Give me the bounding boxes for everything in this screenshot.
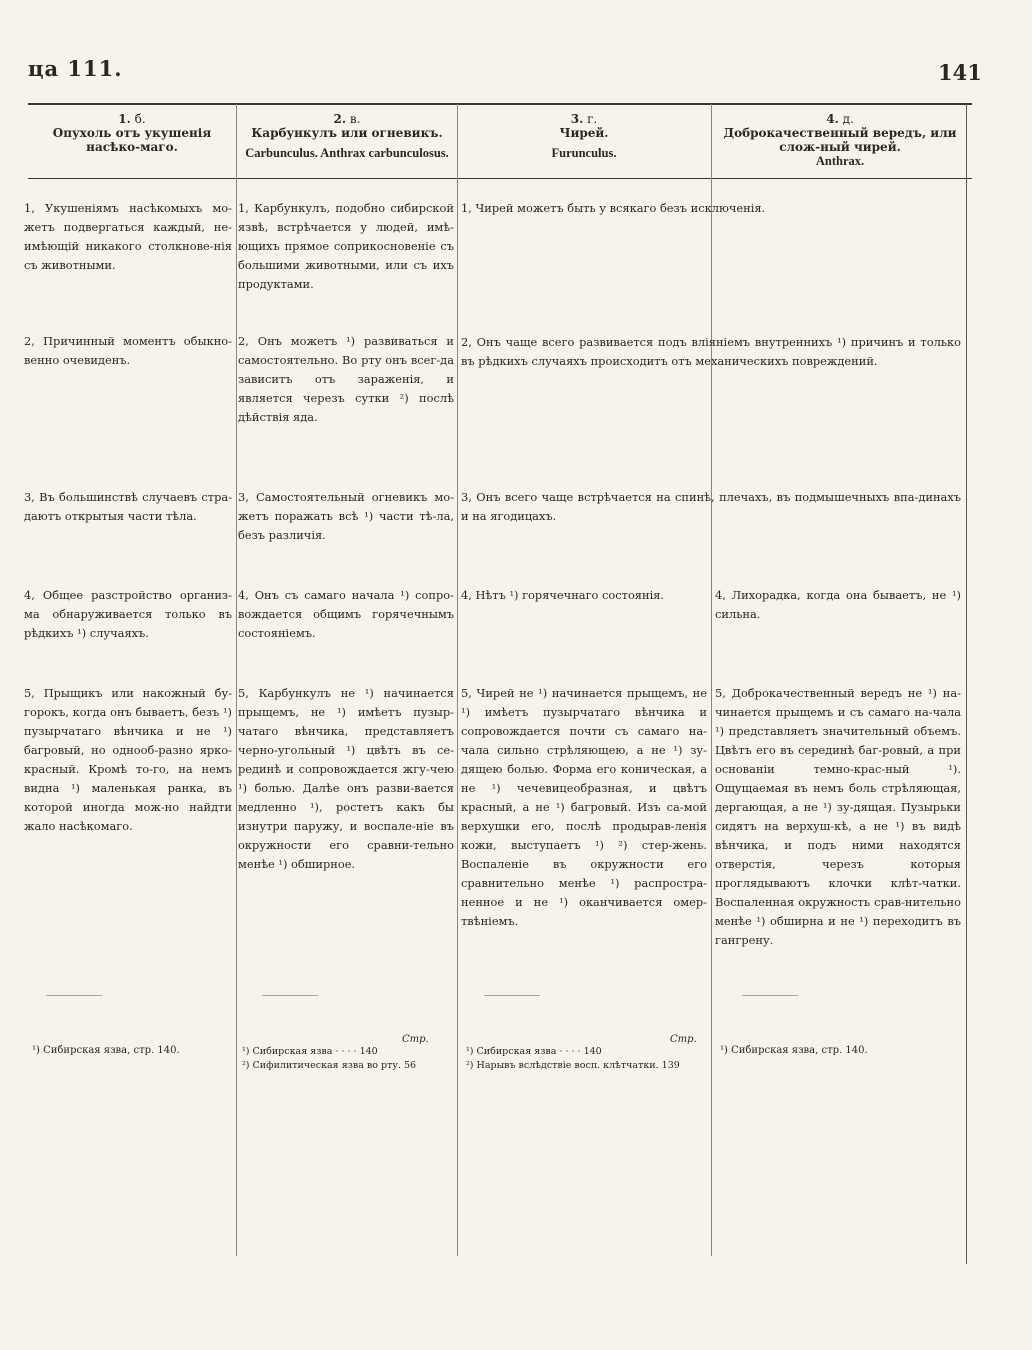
- row4-col2: 4, Онъ съ самаго начала ¹) сопро-вождается общимъ горячечнымъ состояніемъ.: [238, 588, 454, 640]
- footnote-rule: [742, 995, 798, 996]
- header-bottom-rule: [28, 178, 972, 179]
- footnotes-col3: [466, 1045, 706, 1073]
- page-number: 141: [938, 60, 982, 85]
- column-latin-name: Anthrax.: [815, 154, 865, 168]
- row4-col4: 4, Лихорадка, когда она бываетъ, не ¹) сильна.: [715, 588, 961, 621]
- row2-col3-4: 2, Онъ чаще всего развивается подъ вліяніемъ внутреннихъ ¹) причинъ и только въ рѣдкихъ случаяхъ происходитъ отъ механическихъ повреждений.: [461, 335, 961, 368]
- footnotes-col1: [32, 1044, 232, 1058]
- footnote: ²) Сифилитическая язва во рту. 56: [242, 1060, 417, 1071]
- row1-col3-4: 1, Чирей можетъ быть у всякаго безъ исключенія.: [461, 201, 766, 215]
- column-number: 1.: [118, 112, 131, 126]
- row5-col2: 5, Карбункулъ не ¹) начинается прыщемъ, не ¹) имѣетъ пузыр-чатаго вѣнчика, представляетъ черно-угольный ¹) цвѣтъ въ се-рединѣ и сопровождается жгу-чею ¹) болью. Далѣе онъ разви-вается медленно ¹), ростетъ какъ бы изнутри паружу, и воспале-ніе въ окружности его сравни-тельно менѣе ¹) обширное.: [238, 686, 454, 871]
- footnote: ²) Нарывъ вслѣдствіе восп. клѣтчатки. 139: [466, 1060, 680, 1071]
- column-divider-2: [457, 104, 458, 1256]
- footnote: ¹) Сибирская язва, стр. 140.: [720, 1045, 868, 1056]
- footnote: ¹) Сибирская язва · · · · 140: [466, 1046, 602, 1057]
- column-divider-1: [236, 104, 237, 1256]
- row1-col1: 1, Укушеніямъ насѣкомыхъ мо-жетъ подвергаться каждый, не-имѣющій никакого столкнове-нія съ животными.: [24, 201, 232, 272]
- footnote: ¹) Сибирская язва, стр. 140.: [32, 1045, 180, 1056]
- column-number: 2.: [333, 112, 347, 126]
- column-header-1: [30, 112, 234, 154]
- column-number: 4.: [826, 112, 839, 126]
- row2-col1: 2, Причинный моментъ обыкно-венно очевиденъ.: [24, 334, 232, 367]
- column-letter: г.: [587, 112, 598, 126]
- row5-col4: 5, Доброкачественный вередъ не ¹) на-чинается прыщемъ и съ самаго на-чала ¹) представляетъ значительный объемъ. Цвѣтъ его въ серединѣ баг-ровый, а при основаніи темно-крас-ный ¹). Ощущаемая въ немъ боль стрѣляющая, дергающая, а не ¹) зу-дящая. Пузырьки сидятъ на верхуш-кѣ, а не ¹) въ видѣ вѣнчика, и подъ ними находятся отверстія, черезъ которыя проглядываютъ клочки клѣт-чатки. Воспаленная окружность срав-нительно менѣе ¹) обширна и не ¹) переходитъ въ гангрену.: [715, 686, 961, 947]
- column-title: Карбункулъ или огневикъ.: [251, 126, 443, 140]
- row5-col1: 5, Прыщикъ или накожный бу-горокъ, когда онъ бываетъ, безъ ¹) пузырчатаго вѣнчика и не ¹) багровый, но однооб-разно ярко-красный. Кромѣ то-го, на немъ видна ¹) маленькая ранка, въ которой иногда мож-но найдти жало насѣкомаго.: [24, 686, 232, 833]
- column-letter: д.: [842, 112, 854, 126]
- column-letter: в.: [349, 112, 361, 126]
- column-divider-3: [711, 104, 712, 1256]
- footnote-page-label: Стр.: [402, 1034, 429, 1045]
- table-right-edge: [966, 104, 967, 1264]
- column-title: Чирей.: [559, 126, 609, 140]
- row4-col1: 4, Общее разстройство организ-ма обнаруживается только въ рѣдкихъ ¹) случаяхъ.: [24, 588, 232, 640]
- footnote-page-label: Стр.: [670, 1034, 697, 1045]
- column-number: 3.: [570, 112, 584, 126]
- footnotes-col4: [720, 1044, 960, 1058]
- column-latin-name: Carbunculus. Anthrax carbunculosus.: [245, 146, 449, 160]
- row4-col3: 4, Нѣтъ ¹) горячечнаго состоянія.: [461, 588, 665, 602]
- column-title: Опухоль отъ укушенія насѣко-маго.: [52, 126, 212, 154]
- column-latin-name: Furunculus.: [551, 146, 617, 160]
- row2-col2: 2, Онъ можетъ ¹) развиваться и самостоятельно. Во рту онъ всег-да зависитъ отъ зараженія, и является черезъ сутки ²) послѣ дѣйствія яда.: [238, 334, 454, 424]
- footnote: ¹) Сибирская язва · · · · 140: [242, 1046, 378, 1057]
- column-header-3: [459, 112, 709, 160]
- column-header-2: [238, 112, 456, 160]
- running-header: ца 111.: [28, 56, 123, 81]
- row3-col3-4: 3, Онъ всего чаще встрѣчается на спинѣ, плечахъ, въ подмышечныхъ впа-динахъ и на ягодицахъ.: [461, 490, 961, 523]
- column-title: Доброкачественный вередъ, или слож-ный чирей.: [723, 126, 957, 154]
- row3-col2: 3, Самостоятельный огневикъ мо-жетъ поражать всѣ ¹) части тѣ-ла, безъ различія.: [238, 490, 454, 542]
- column-header-4: [716, 112, 964, 168]
- table-top-rule: [28, 103, 972, 105]
- footnotes-col2: [242, 1045, 454, 1073]
- row5-col3: 5, Чирей не ¹) начинается прыщемъ, не ¹) имѣетъ пузырчатаго вѣнчика и сопровождается почти съ самаго на-чала сильно стрѣляющею, а не ¹) зу-дящею болью. Форма его коническая, а не ¹) чечевицеобразная, и цвѣтъ красный, а не ¹) багровый. Изъ са-мой верхушки его, послѣ продырав-ленія кожи, выступаетъ ¹) ²) стер-жень. Воспаленіе въ окружности его сравнительно менѣе ¹) распростра-ненное и не ¹) оканчивается омер-твѣніемъ.: [461, 686, 707, 928]
- row1-col2: 1, Карбункулъ, подобно сибирской язвѣ, встрѣчается у людей, имѣ-ющихъ прямое соприкосновеніе съ большими животными, или съ ихъ продуктами.: [238, 201, 454, 291]
- footnote-rule: [484, 995, 540, 996]
- footnote-rule: [46, 995, 102, 996]
- column-letter: б.: [134, 112, 146, 126]
- footnote-rule: [262, 995, 318, 996]
- row3-col1: 3, Въ большинствѣ случаевъ стра-даютъ открытыя части тѣла.: [24, 490, 232, 523]
